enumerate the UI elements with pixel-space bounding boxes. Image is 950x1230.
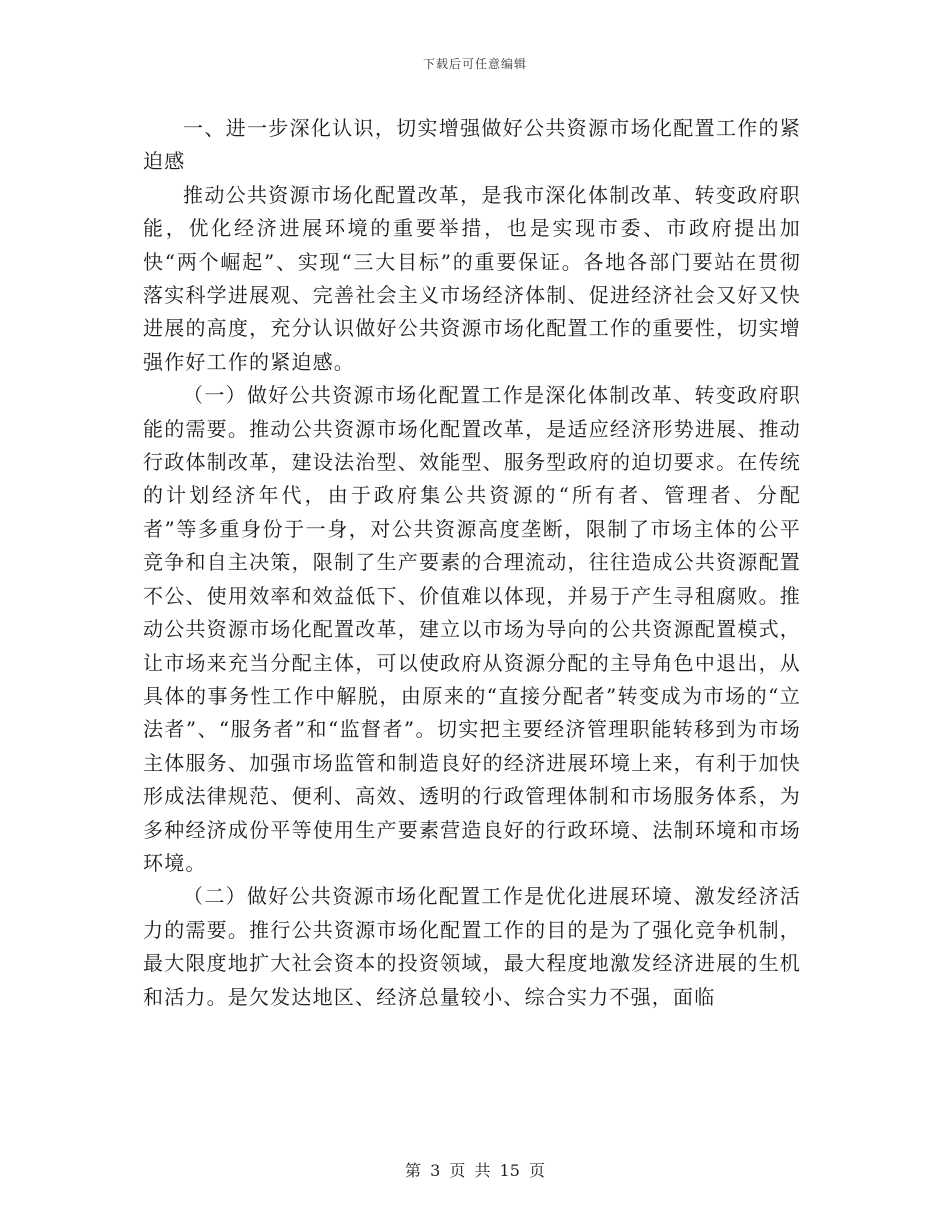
document-body [143, 112, 801, 1014]
body-paragraph: 推动公共资源市场化配置改革，是我市深化体制改革、转变政府职能，优化经济进展环境的重要举措，也是实现市委、市政府提出加快“两个崛起”、实现“三大目标”的重要保证。各地各部门要站在贯彻落实科学进展观、完善社会主义市场经济体制、促进经济社会又好又快进展的高度，充分认识做好公共资源市场化配置工作的重要性，切实增强作好工作的紧迫感。 [143, 182, 801, 374]
page-number: 第 3 页 共 15 页 [405, 1161, 545, 1180]
body-paragraph: （一）做好公共资源市场化配置工作是深化体制改革、转变政府职能的需要。推动公共资源市场化配置改革，是适应经济形势进展、推动行政体制改革，建设法治型、效能型、服务型政府的迫切要求。在传统的计划经济年代，由于政府集公共资源的“所有者、管理者、分配者”等多重身份于一身，对公共资源高度垄断，限制了市场主体的公平竞争和自主决策，限制了生产要素的合理流动，往往造成公共资源配置不公、使用效率和效益低下、价值难以体现，并易于产生寻租腐败。推动公共资源市场化配置改革，建立以市场为导向的公共资源配置模式，让市场来充当分配主体，可以使政府从资源分配的主导角色中退出，从具体的事务性工作中解脱，由原来的“直接分配者”转变成为市场的“立法者”、“服务者”和“监督者”。切实把主要经济管理职能转移到为市场主体服务、加强市场监管和制造良好的经济进展环境上来，有利于加快形成法律规范、便利、高效、透明的行政管理体制和市场服务体系，为多种经济成份平等使用生产要素营造良好的行政环境、法制环境和市场环境。 [143, 383, 801, 875]
body-paragraph: （二）做好公共资源市场化配置工作是优化进展环境、激发经济活力的需要。推行公共资源市场化配置工作的目的是为了强化竞争机制，最大限度地扩大社会资本的投资领域，最大程度地激发经济进展的生机和活力。是欠发达地区、经济总量较小、综合实力不强，面临 [143, 884, 801, 1009]
page-header: 下载后可任意编辑 [422, 57, 527, 71]
section-heading: 一、进一步深化认识，切实增强做好公共资源市场化配置工作的紧迫感 [143, 116, 801, 174]
